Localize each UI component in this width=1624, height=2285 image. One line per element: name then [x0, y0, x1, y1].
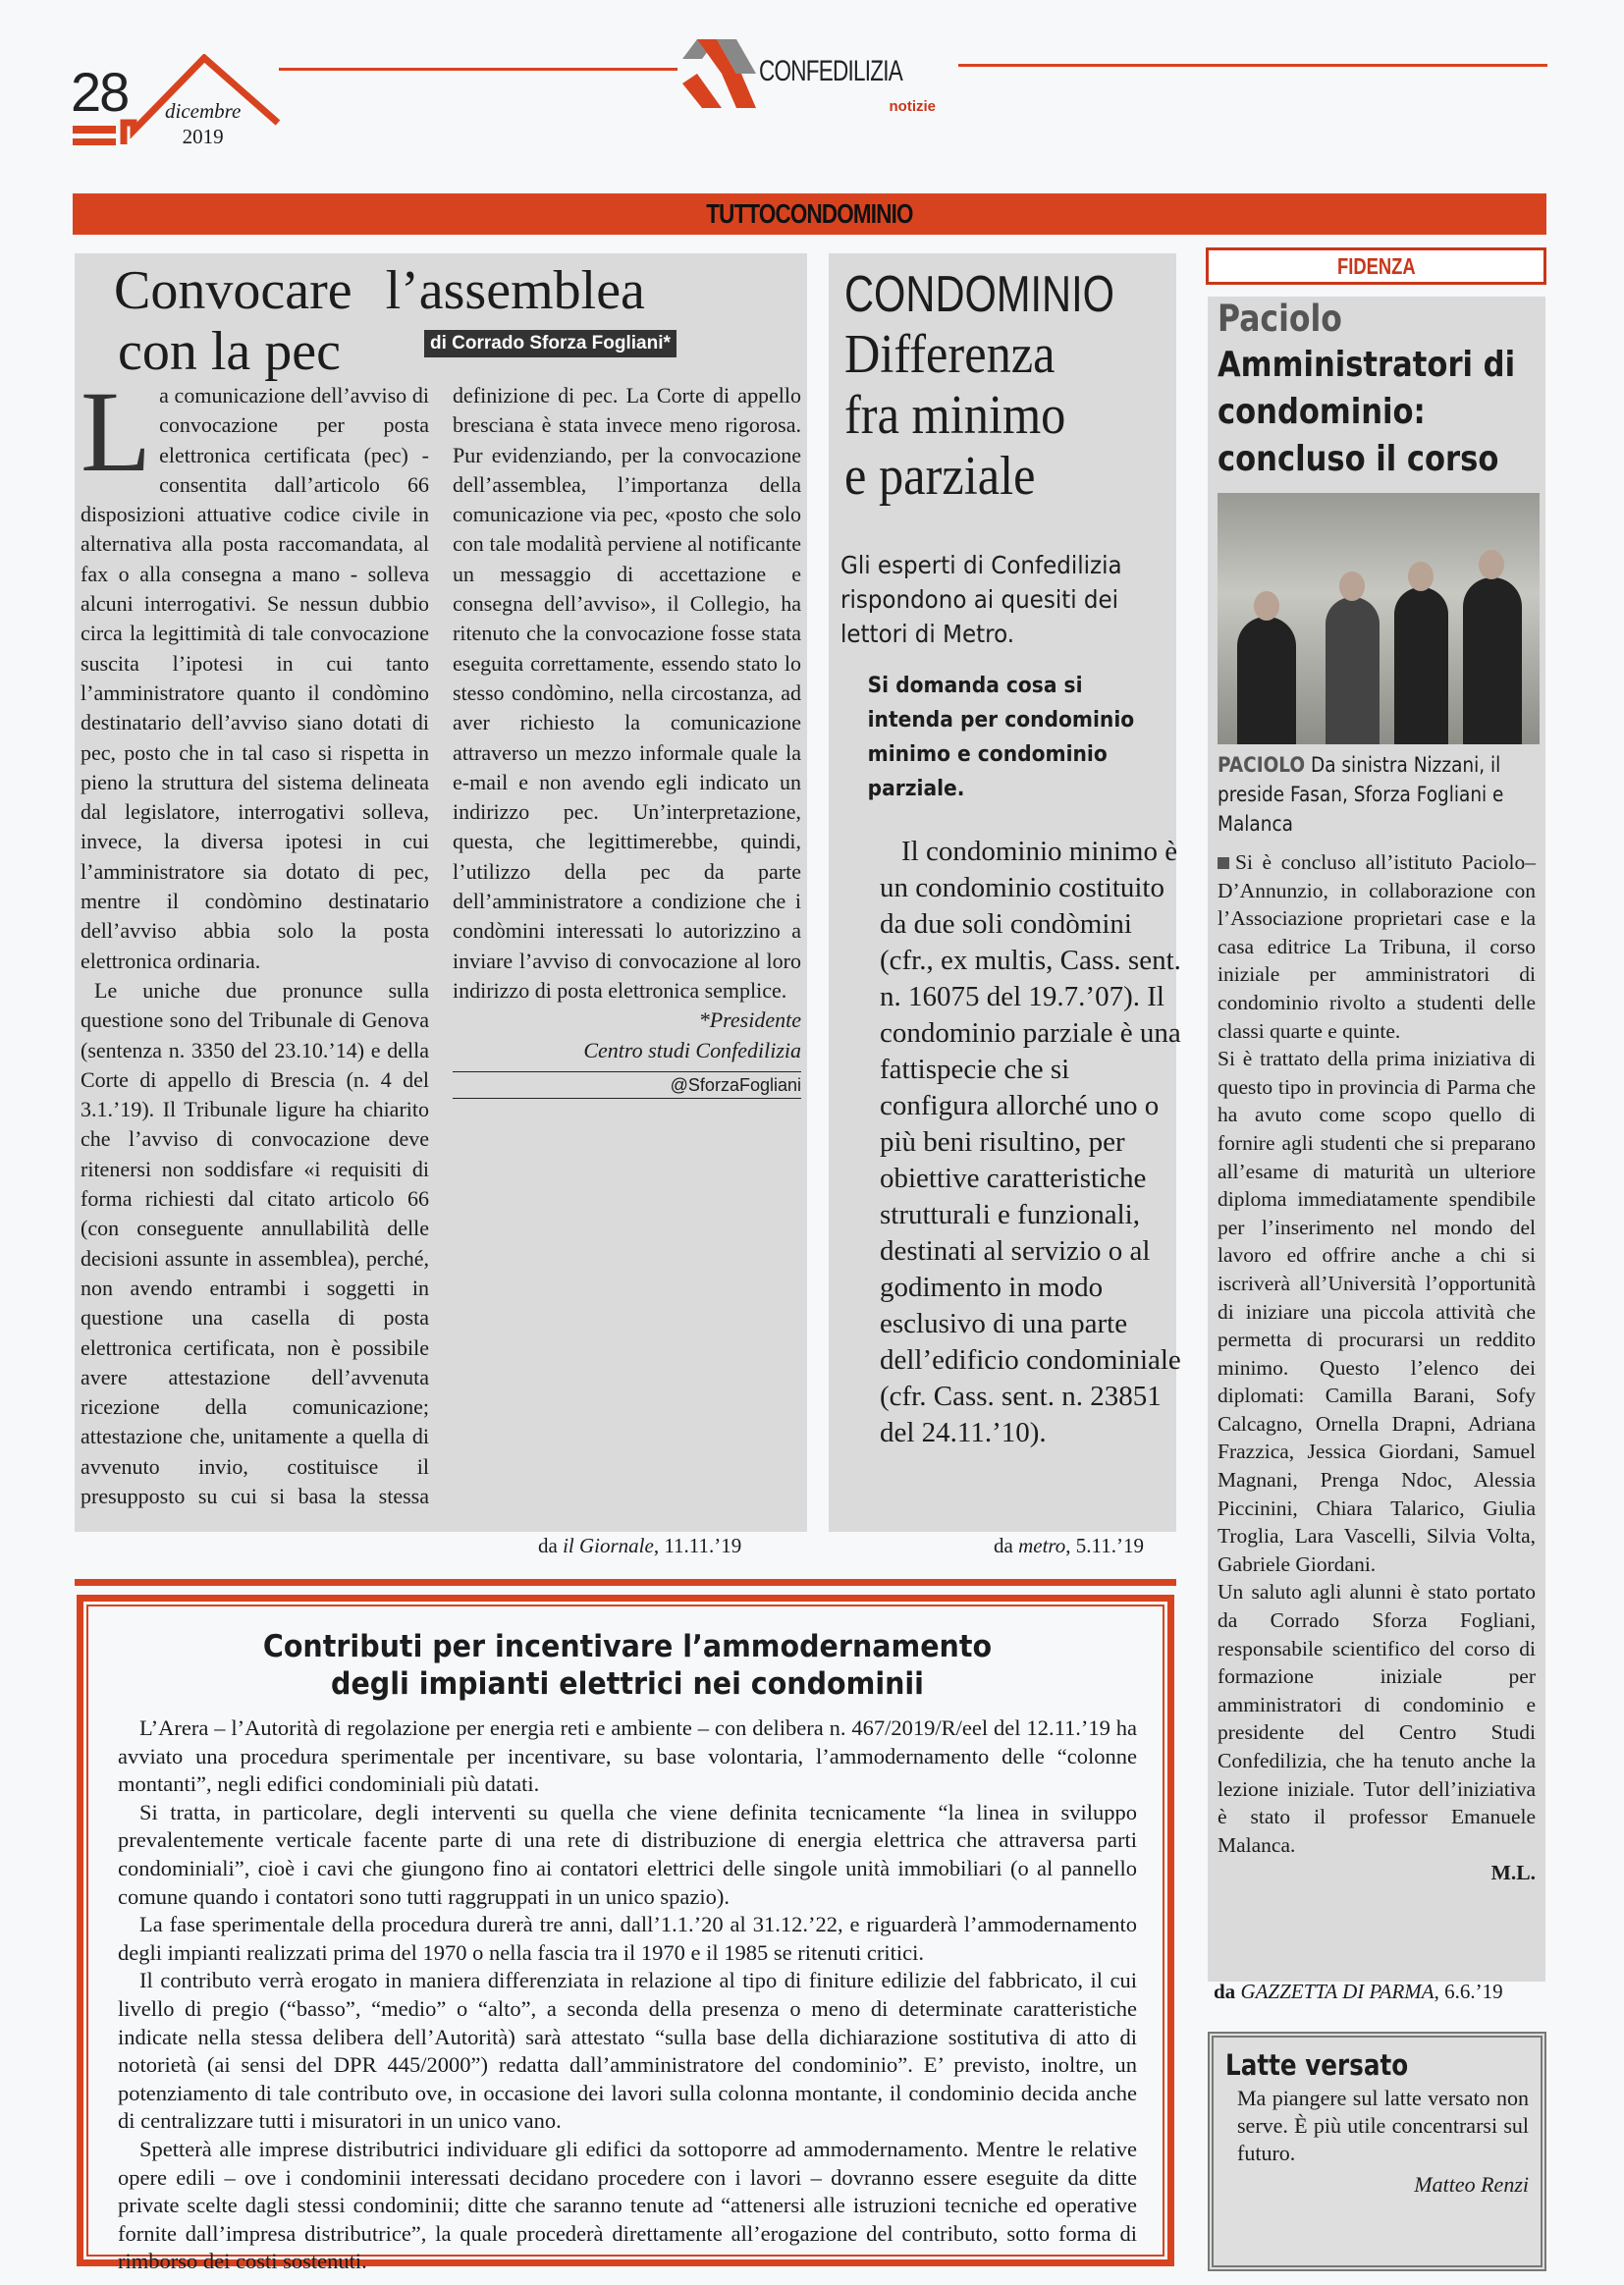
article-body: [118, 1714, 1137, 2276]
article-title-line2: con la pec: [118, 321, 341, 382]
paragraph: Le uniche due pronunce sulla questione sono del Tribunale di Genova (sentenza n. 3350 del 23.10.’14) e della Corte di appello di Brescia (n. 4 del 3.1.’19). Il Tribunale ligure ha chiarito che l’avviso di convocazione deve ritenersi non soddisfare «i requisiti di forma richiesti dal citato articolo 66 (con conseguente annullabilità delle decisioni assunte in assemblea), perché, non avendo entrambi i soggetti in questione una casella di posta elettronica certificata, non è possibile avere attestazione dell’avvenuta ricezione della comunicazione; attestazione che, unitamente a quella di avvenuto invio, costituisce il presupposto su cui si basa la stessa definizione di pec. La Corte di appello bresciana è stata invece meno rigorosa. Pur evidenziando, per la convocazione dell’assemblea, l’importanza della comunicazione via pec, «posto che solo con tale modalità perviene al notificante un messaggio di accettazione e consegna dell’avviso», il Collegio, ha ritenuto che la convocazione fosse stata eseguita correttamente, essendo stato lo stesso condòmino, nella circostanza, ad aver richiesto la comunicazione attraverso un mezzo informale quale la e-mail e non avendo egli indicato un indirizzo pec. Un’interpretazione, questa, che legittimerebbe, quindi, l’utilizzo della pec da parte dell’amministratore a condizione che i condòmini interessati lo autorizzino a inviare l’avviso di convocazione al loro indirizzo di posta elettronica semplice.: [81, 383, 801, 1508]
article-body: [81, 367, 801, 1520]
caption-text: Da sinistra Nizzani, il preside Fasan, Sforza Fogliani e Malanca: [1218, 753, 1504, 836]
article-intro: Gli esperti di Confedilizia rispondono ai quesiti dei lettori di Metro.: [840, 551, 1122, 648]
page-number-bar: [73, 138, 116, 145]
location-text: FIDENZA: [1336, 253, 1416, 279]
section-title: TUTTOCONDOMINIO: [706, 198, 913, 229]
article-title: e parziale: [844, 446, 1036, 507]
paragraph: Si è concluso all’istituto Paciolo–D’Annunzio, in collaborazione con l’Associazione proprietari case e la casa editrice La Tribuna, il corso iniziale per amministratori di condominio rivolto a studenti delle classi quarte e quinte.: [1218, 850, 1536, 1043]
photo-caption: [1218, 750, 1545, 839]
quote-title: Latte versato: [1225, 2048, 1409, 2082]
paragraph: Il contributo verrà erogato in maniera differenziata in relazione al tipo di finiture edilizie del fabbricato, il cui livello di pregio (“basso”, “medio” o “alto”, a seconda della presenza o meno di determinate caratteristiche indicate nella stessa delibera dell’Autorità) sarà attestato “sulla base della dichiarazione sostitutiva di atto di notorietà (ai sensi del DPR 445/2000”) redatta dall’amministratore del condominio”. E’ previsto, inoltre, un potenziamento di tale contributo ove, in occasione dei lavori sulla colonna montante, il condominio decida anche di centralizzare tutti i misuratori in un unico vano.: [118, 1968, 1137, 2134]
author-initials: M.L.: [1490, 1861, 1536, 1885]
header-rule: [958, 64, 1547, 67]
source-metro: [994, 1534, 1144, 1558]
quote-text: Ma piangere sul latte versato non serve. È più utile concentrarsi sul futuro.: [1237, 2086, 1529, 2165]
signature-org: Centro studi Confedilizia: [583, 1037, 801, 1062]
article-convocare-assemblea: [75, 253, 807, 1532]
source-giornale: [538, 1534, 741, 1558]
source-date: , 5.11.’19: [1065, 1534, 1145, 1557]
location-label: [1206, 247, 1546, 285]
drop-cap: L: [81, 367, 152, 496]
signature-role: *Presidente: [698, 1007, 801, 1033]
article-contributi: [77, 1595, 1174, 2274]
article-title: Convocare l’assemblea: [114, 260, 645, 321]
source-gazzetta: [1214, 1980, 1503, 2004]
source-paper: metro: [1018, 1534, 1066, 1557]
page-number-bar: [73, 126, 116, 134]
source-paper: il Giornale: [563, 1534, 654, 1557]
source-prefix: da: [1214, 1980, 1241, 2003]
source-prefix: da: [994, 1534, 1019, 1557]
issue-date: [165, 98, 241, 149]
paragraph: L’Arera – l’Autorità di regolazione per energia reti e ambiente – con delibera n. 467/2019/R/eel del 12.11.’19 ha avviato una procedura sperimentale per incentivare, su base volontaria, l’ammodernamento delle “colonne montanti”, negli edifici condominiali più datati.: [118, 1715, 1137, 1797]
quote-box: [1208, 2032, 1546, 2271]
source-paper: GAZZETTA DI PARMA: [1240, 1980, 1435, 2003]
source-date: , 6.6.’19: [1434, 1980, 1503, 2003]
bullet-square-icon: [1218, 857, 1229, 869]
article-title: [159, 1628, 1097, 1703]
header-rule: [279, 68, 677, 71]
issue-month: dicembre: [165, 99, 242, 123]
issue-year: 2019: [182, 125, 224, 148]
article-title: Amministratori di condominio: concluso il corso: [1218, 345, 1516, 479]
paragraph: La fase sperimentale della procedura durerà tre anni, dall’1.1.’20 al 31.12.’22, e riguarderà l’ammodernamento degli impianti realizzati prima del 1970 o nella fascia tra il 1970 e il 1985 se ritenuti critici.: [118, 1912, 1137, 1965]
article-title: fra minimo: [844, 385, 1066, 446]
article-paciolo: [1208, 297, 1545, 1982]
expert-answer: Il condominio minimo è un condominio costituito da due soli condòmini (cfr., ex multis, Cass. sent. n. 16075 del 19.7.’07). Il condominio parziale è una fattispecie che si configura allorché uno o più beni risultino, per obiettive caratteristiche strutturali e funzionali, destinati al servizio o al godimento in modo esclusivo di una parte dell’edificio condominiale (cfr. Cass. sent. n. 23851 del 24.11.’10).: [880, 836, 1181, 1448]
reader-question: Si domanda cosa si intenda per condominio minimo e condominio parziale.: [867, 674, 1135, 801]
page-number: 28: [71, 61, 129, 123]
logo-subtitle: notizie: [889, 98, 936, 115]
source-date: , 11.11.’19: [653, 1534, 742, 1557]
article-title: Differenza: [844, 324, 1056, 385]
twitter-handle: @SforzaFogliani: [453, 1071, 801, 1099]
group-photo: [1218, 493, 1540, 744]
title-line2: degli impianti elettrici nei condominii: [331, 1666, 924, 1702]
article-kicker: Paciolo: [1218, 298, 1342, 340]
paragraph: Spetterà alle imprese distributrici individuare gli edifici da sottoporre ad ammodernamento. Mentre le relative opere edili – ove i condominii interessati decidano procedere con i lavori – dovranno essere eseguite da ditte private scelte dagli stessi condominii; ditte che saranno tenute ad “attenersi alle istruzioni tecniche ed operative fornite dall’impresa distributrice”, la quale procederà direttamente all’erogazione del contributo, sotto forma di rimborso dei costi sostenuti.: [118, 2136, 1137, 2274]
article-condominio-minimo: [829, 253, 1181, 1532]
byline: di Corrado Sforza Fogliani*: [424, 330, 677, 357]
article-body: [1218, 848, 1536, 1887]
confedilizia-logo: [682, 39, 947, 115]
section-divider: [75, 1579, 1176, 1586]
logo-text: CONFEDILIZIA: [759, 55, 903, 87]
paragraph: Un saluto agli alunni è stato portato da Corrado Sforza Fogliani, responsabile scientifico del corso di formazione iniziale per amministratori di condominio e presidente del Centro Studi Confedilizia, che ha tenuto anche la lezione iniziale. Tutor dell’iniziativa è stato il professor Emanuele Malanca.: [1218, 1580, 1536, 1857]
paragraph: Si tratta, in particolare, degli interventi su quella che viene definita tecnicamente “la linea in sviluppo prevalentemente verticale facente parte di una rete di distribuzione di energia elettrica che attraversa parti condominiali”, cioè i cavi che giungono fino ai contatori elettrici delle singole unità immobiliari (o al pannello comune quando i contatori sono tutti raggruppati in un unico spazio).: [118, 1799, 1137, 1909]
article-category: CONDOMINIO: [844, 266, 1115, 323]
paragraph: a comunicazione dell’avviso di convocazione per posta elettronica certificata (pec) - consentita dall’articolo 66 disposizioni attuative codice civile in alternativa alla posta raccomandata, al fax o alla consegna a mano - solleva alcuni interrogativi. Se nessun dubbio circa la legittimità di tale convocazione suscita l’ipotesi in cui tanto l’amministratore quanto il condòmino destinatario dell’avviso siano dotati di pec, posto che in tal caso si rispetta in pieno la struttura del sistema delineata dal legislatore, interrogativi solleva, invece, la diversa ipotesi in cui l’amministratore sia dotato di pec, mentre il condòmino destinatario dell’avviso abbia solo la posta elettronica ordinaria.: [81, 383, 429, 973]
logo-mark-icon: [682, 39, 761, 108]
paragraph: Si è trattato della prima iniziativa di questo tipo in provincia di Parma che ha avuto come scopo quello di fornire agli studenti che si preparano all’esame di maturità un ulteriore diploma immediatamente spendibile per l’inserimento nel mondo del lavoro ed offrire anche a chi si iscriverà all’Università l’opportunità di iniziare una piccola attività che permetta di procurarsi un reddito minimo. Questo l’elenco dei diplomati: Camilla Barani, Sofy Calcagno, Ornella Drapni, Adriana Frazzica, Jessica Giordani, Samuel Magnani, Prenga Ndoc, Alessia Piccinini, Chiara Talarico, Giulia Troglia, Lara Vascelli, Silvia Volta, Gabriele Giordani.: [1218, 1047, 1536, 1576]
quote-author: Matteo Renzi: [1414, 2172, 1529, 2197]
section-banner: [73, 193, 1546, 235]
caption-label: PACIOLO: [1218, 753, 1306, 777]
title-line1: Contributi per incentivare l’ammodernamento: [262, 1629, 993, 1664]
source-prefix: da: [538, 1534, 564, 1557]
